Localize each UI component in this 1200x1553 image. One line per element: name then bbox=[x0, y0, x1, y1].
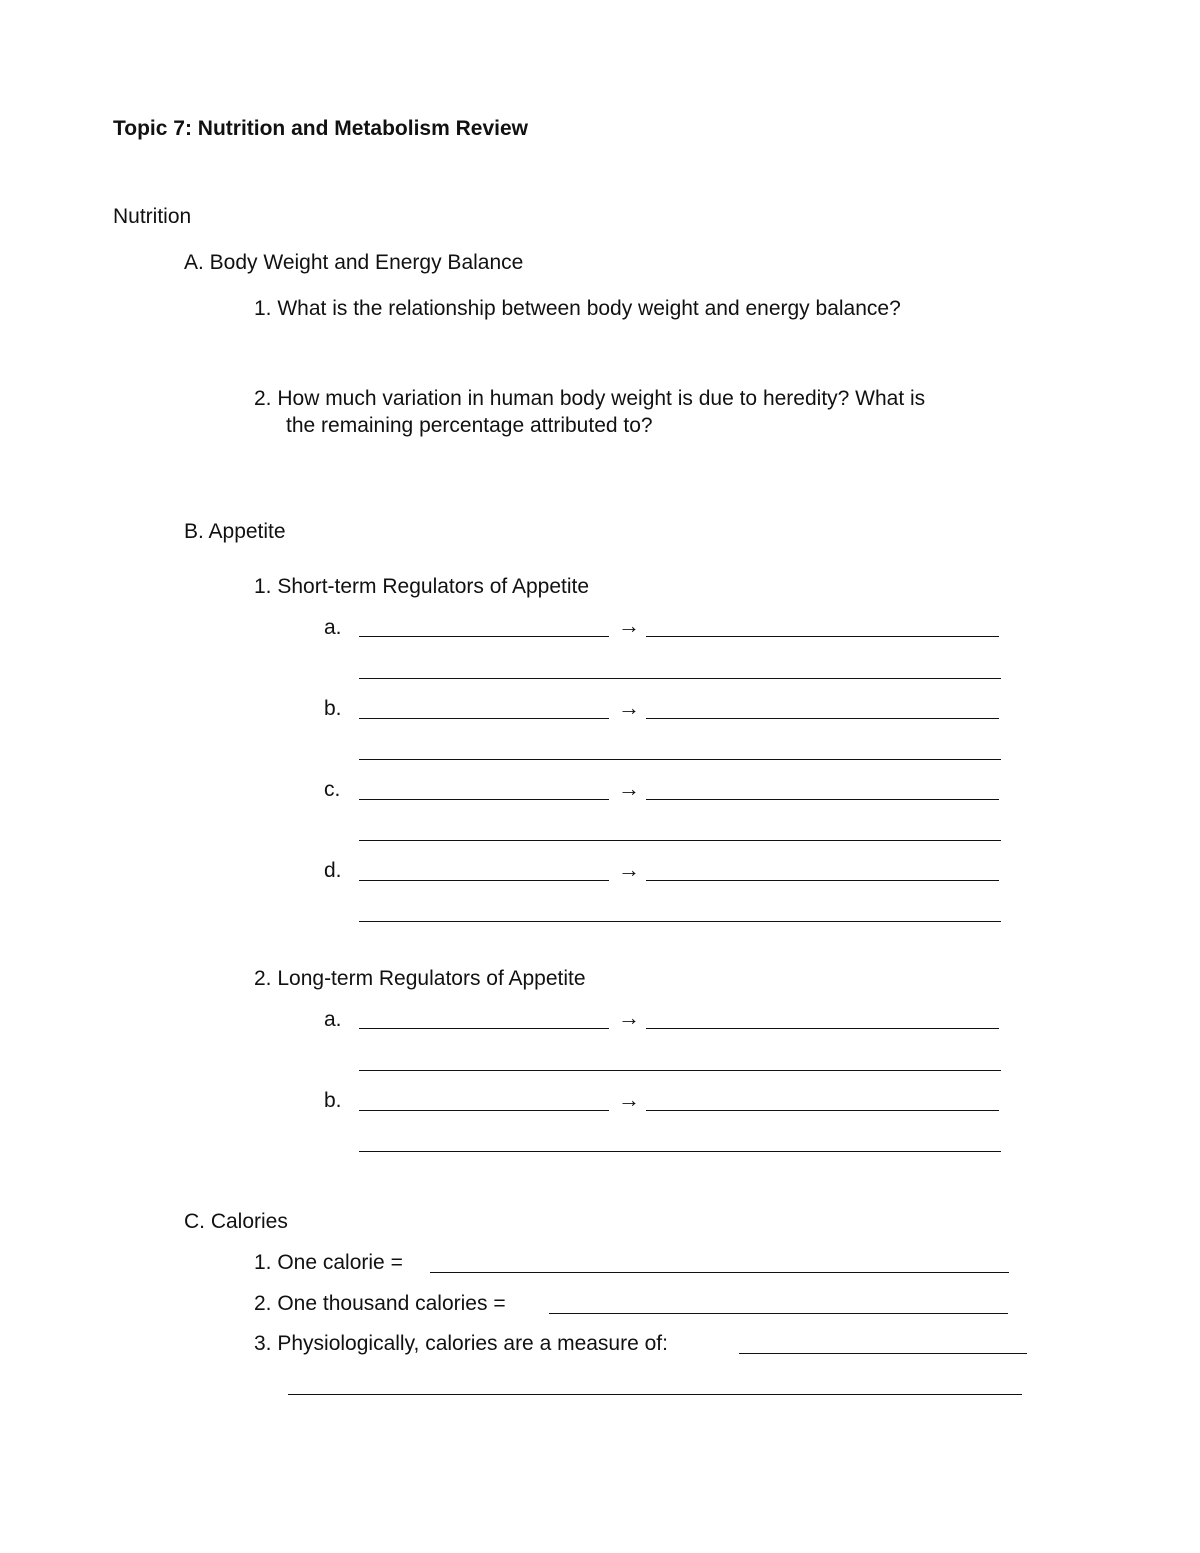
arrow-icon: → bbox=[618, 776, 640, 801]
answer-blank[interactable] bbox=[739, 1353, 1027, 1354]
item-label: b. bbox=[324, 1089, 342, 1112]
heading-appetite: B. Appetite bbox=[184, 520, 286, 543]
answer-blank[interactable] bbox=[359, 1070, 1001, 1071]
answer-blank[interactable] bbox=[549, 1313, 1008, 1314]
question-c1: 1. One calorie = bbox=[254, 1251, 403, 1274]
answer-blank[interactable] bbox=[359, 1151, 1001, 1152]
answer-blank[interactable] bbox=[646, 636, 999, 637]
answer-blank[interactable] bbox=[359, 880, 609, 881]
answer-blank[interactable] bbox=[359, 840, 1001, 841]
question-a1: 1. What is the relationship between body weight and energy balance? bbox=[254, 297, 901, 320]
heading-calories: C. Calories bbox=[184, 1210, 288, 1233]
arrow-icon: → bbox=[618, 613, 640, 638]
item-label: d. bbox=[324, 859, 342, 882]
answer-blank[interactable] bbox=[646, 880, 999, 881]
arrow-icon: → bbox=[618, 857, 640, 882]
answer-blank[interactable] bbox=[646, 799, 999, 800]
answer-blank[interactable] bbox=[359, 921, 1001, 922]
section-heading-nutrition: Nutrition bbox=[113, 205, 192, 228]
arrow-icon: → bbox=[618, 695, 640, 720]
answer-blank[interactable] bbox=[359, 636, 609, 637]
answer-blank[interactable] bbox=[359, 678, 1001, 679]
answer-blank[interactable] bbox=[288, 1394, 1022, 1395]
answer-blank[interactable] bbox=[646, 1110, 999, 1111]
answer-blank[interactable] bbox=[359, 1110, 609, 1111]
answer-blank[interactable] bbox=[359, 718, 609, 719]
item-label: c. bbox=[324, 778, 341, 801]
question-a2-line1: 2. How much variation in human body weight is due to heredity? What is bbox=[254, 387, 926, 410]
arrow-icon: → bbox=[618, 1005, 640, 1030]
answer-blank[interactable] bbox=[359, 799, 609, 800]
answer-blank[interactable] bbox=[646, 1028, 999, 1029]
page-title: Topic 7: Nutrition and Metabolism Review bbox=[113, 117, 528, 140]
heading-long-term: 2. Long-term Regulators of Appetite bbox=[254, 967, 586, 990]
heading-short-term: 1. Short-term Regulators of Appetite bbox=[254, 575, 590, 598]
answer-blank[interactable] bbox=[430, 1272, 1009, 1273]
answer-blank[interactable] bbox=[646, 718, 999, 719]
item-label: a. bbox=[324, 1008, 342, 1031]
answer-blank[interactable] bbox=[359, 759, 1001, 760]
question-c3: 3. Physiologically, calories are a measure of: bbox=[254, 1332, 668, 1355]
question-c2: 2. One thousand calories = bbox=[254, 1292, 506, 1315]
question-a2-line2: the remaining percentage attributed to? bbox=[286, 414, 653, 437]
answer-blank[interactable] bbox=[359, 1028, 609, 1029]
item-label: b. bbox=[324, 697, 342, 720]
heading-body-weight: A. Body Weight and Energy Balance bbox=[184, 251, 524, 274]
arrow-icon: → bbox=[618, 1087, 640, 1112]
item-label: a. bbox=[324, 616, 342, 639]
